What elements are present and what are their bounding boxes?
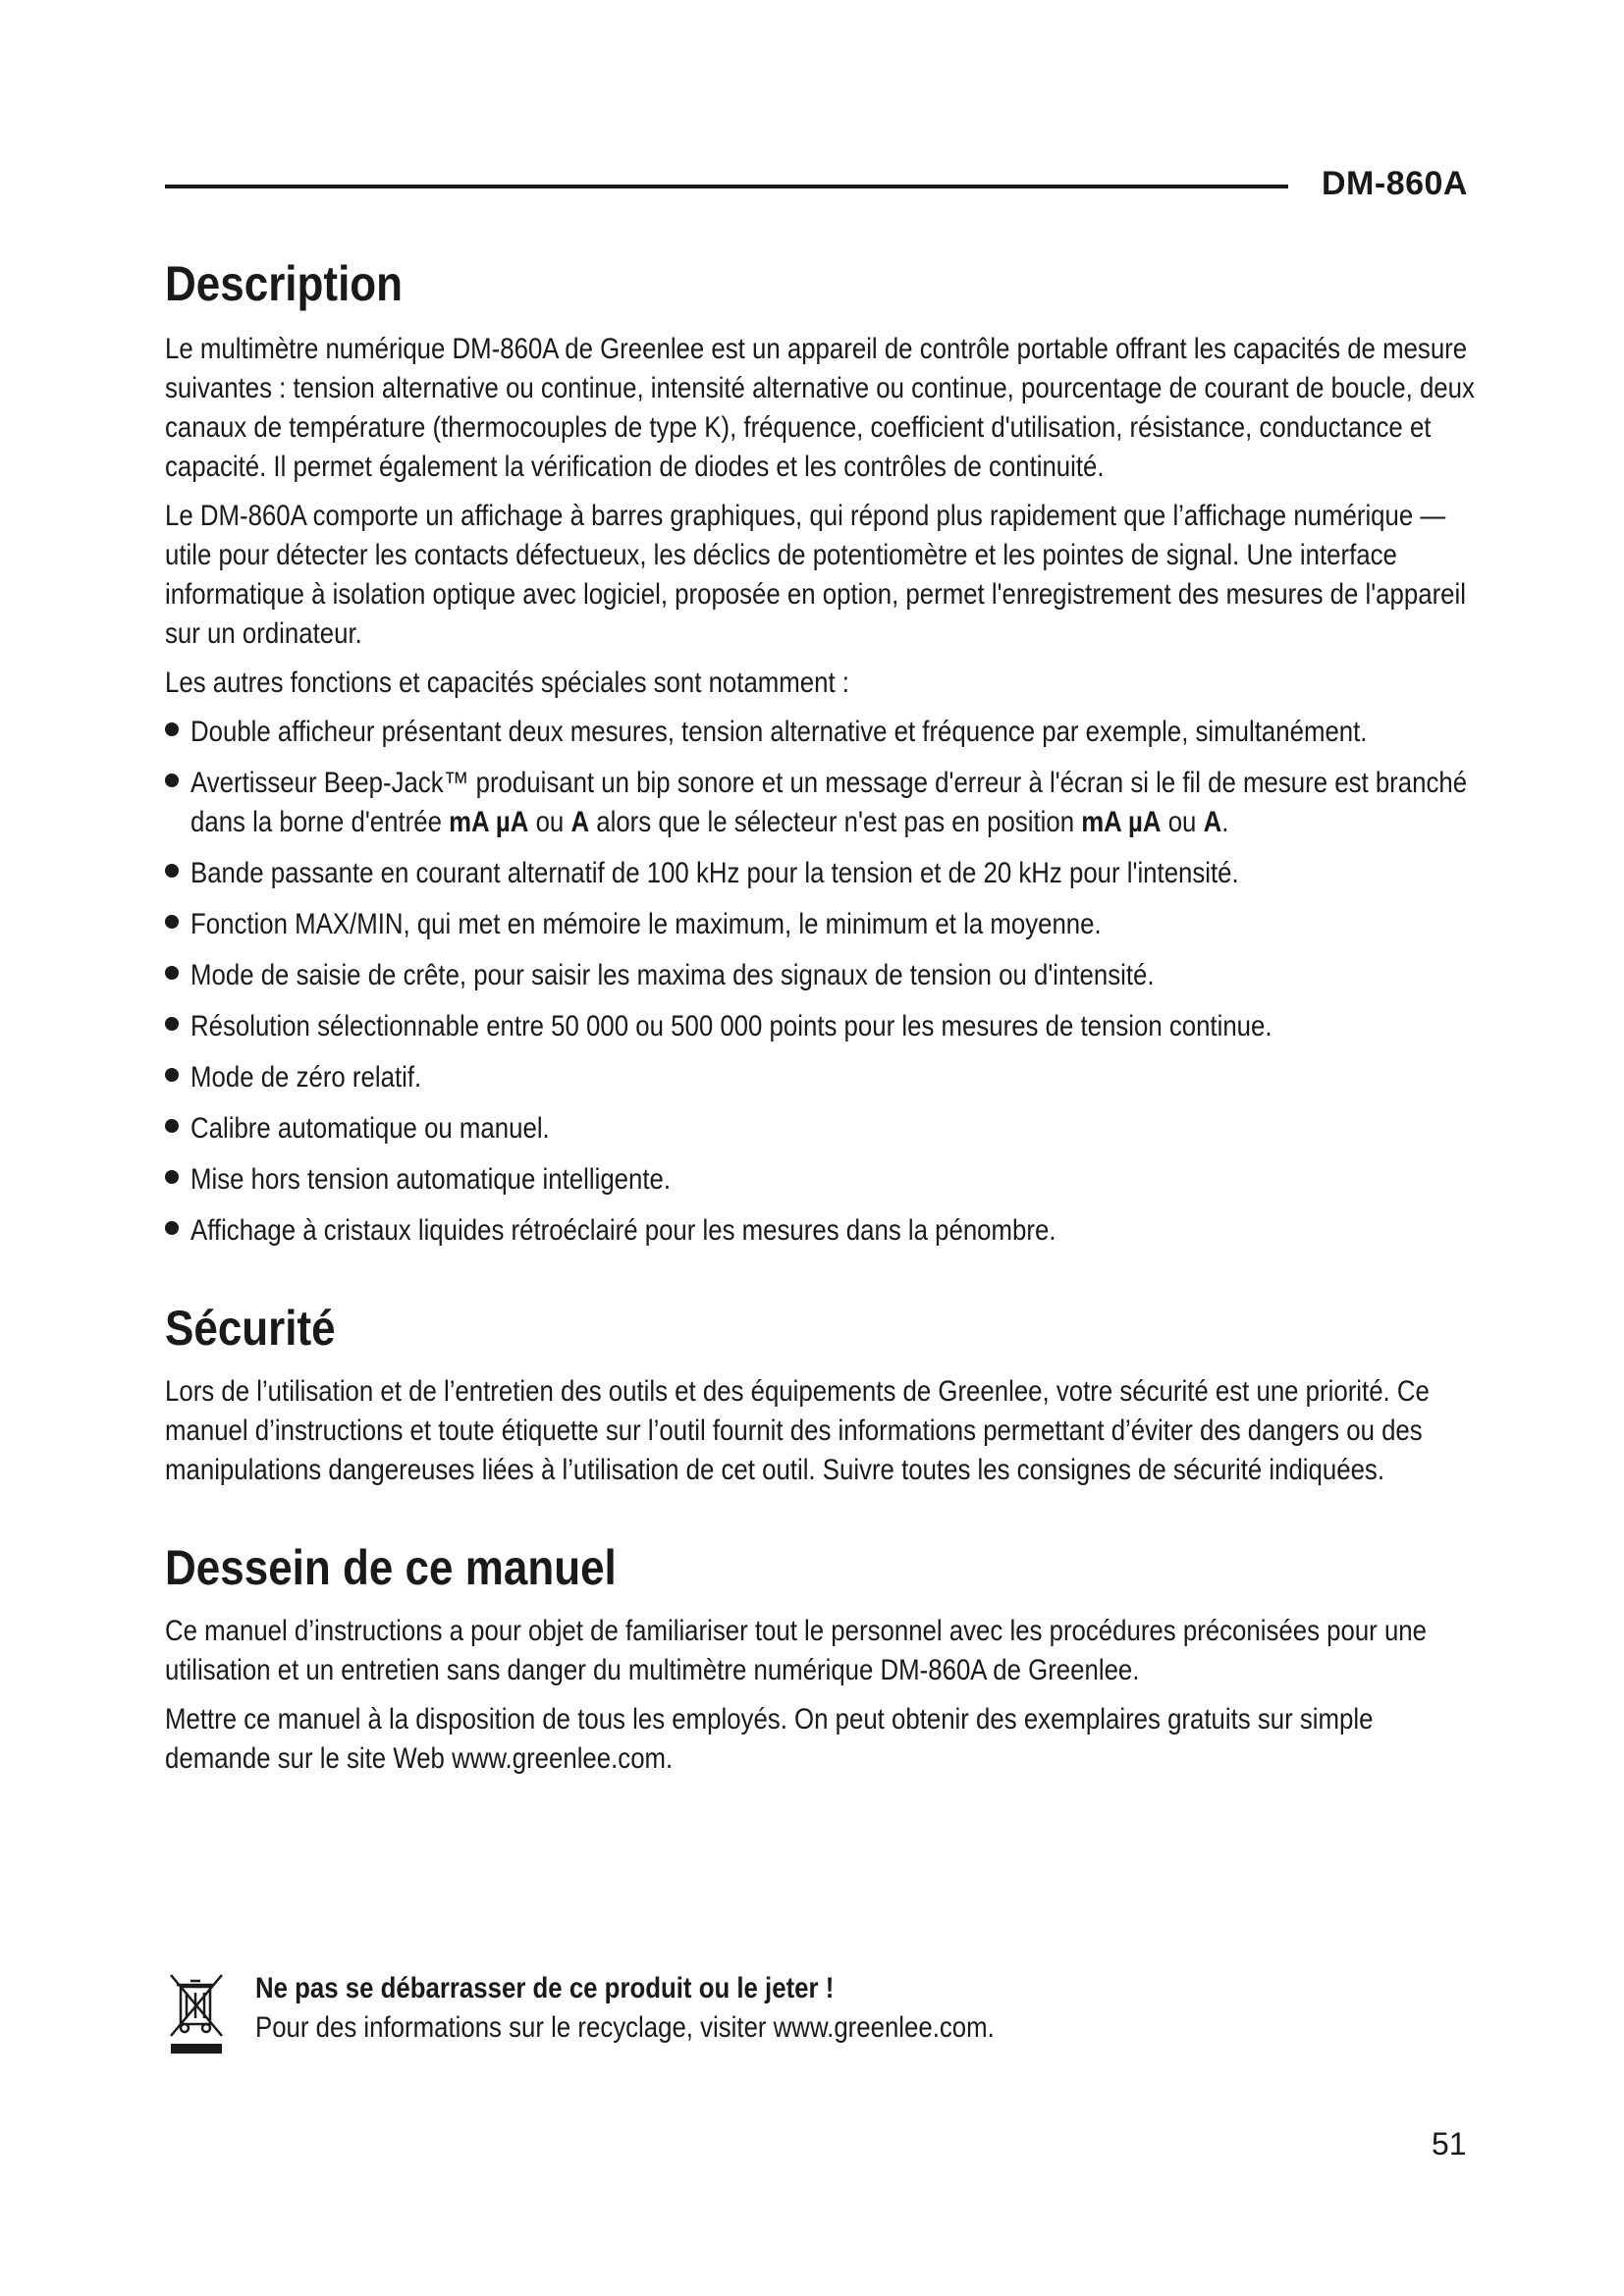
dessein-paragraph-1: Ce manuel d’instructions a pour objet de familiariser tout le personnel avec les procédures préconisées pour une utilisation et un entretien sans danger du multimètre numérique DM-860A de Greenlee. xyxy=(165,1615,1427,1686)
feature-text-beep-jack xyxy=(190,764,1481,842)
bullet-icon xyxy=(165,1017,179,1031)
feature-item xyxy=(165,1109,1481,1148)
description-paragraph-2: Le DM-860A comporte un affichage à barres graphiques, qui répond plus rapidement que l’affichage numérique — utile pour détecter les contacts défectueux, les déclics de potentiomètre et les pointes de signal. Une interface informatique à isolation optique avec logiciel, proposée en option, permet l'enregistrement des mesures de l'appareil sur un ordinateur. xyxy=(165,500,1466,650)
feature-item xyxy=(165,1211,1481,1251)
header-model-label: DM-860A xyxy=(1322,165,1468,202)
disposal-heading: Ne pas se débarrasser de ce produit ou le jeter ! xyxy=(255,1972,835,2004)
page-number: 51 xyxy=(1432,2126,1467,2162)
position-ma-ua: mA µA xyxy=(1081,806,1162,838)
disposal-body: Pour des informations sur le recyclage, visiter www.greenlee.com. xyxy=(255,2011,995,2044)
feature-text: Mode de saisie de crête, pour saisir les maxima des signaux de tension ou d'intensité. xyxy=(190,959,1155,991)
terminal-ma-ua: mA µA xyxy=(449,806,529,838)
beep-jack-text-2: alors que le sélecteur n'est pas en position xyxy=(589,806,1082,838)
bullet-icon xyxy=(165,915,179,929)
bullet-icon xyxy=(165,722,179,736)
securite-title: Sécurité xyxy=(165,1301,336,1356)
feature-text: Calibre automatique ou manuel. xyxy=(190,1112,550,1145)
feature-text: Bande passante en courant alternatif de 100 kHz pour la tension et de 20 kHz pour l'intensité. xyxy=(190,857,1239,889)
beep-jack-text-1: Avertisseur Beep-Jack™ produisant un bip sonore et un message d'erreur à l'écran si le fil de mesure est branché dans la borne d'entrée xyxy=(190,767,1468,838)
bullet-icon xyxy=(165,1221,179,1235)
bullet-icon xyxy=(165,966,179,980)
description-paragraph-1: Le multimètre numérique DM-860A de Greenlee est un appareil de contrôle portable offrant les capacités de mesure suivantes : tension alternative ou continue, intensité alternative ou continue, pourcentage de courant de boucle, deux canaux de température (thermocouples de type K), fréquence, coefficient d'utilisation, résistance, conductance et capacité. Il permet également la vérification de diodes et les contrôles de continuité. xyxy=(165,333,1475,483)
description-paragraph-3: Les autres fonctions et capacités spéciales sont notamment : xyxy=(165,667,849,699)
feature-text: Mise hors tension automatique intelligente. xyxy=(190,1163,672,1196)
feature-item xyxy=(165,854,1481,893)
securite-paragraph: Lors de l’utilisation et de l’entretien des outils et des équipements de Greenlee, votre sécurité est une priorité. Ce manuel d’instructions et toute étiquette sur l’outil fournit des informations permettant d’éviter des dangers ou des manipulations dangereuses liées à l’utilisation de cet outil. Suivre toutes les consignes de sécurité indiquées. xyxy=(165,1375,1430,1486)
feature-item xyxy=(165,905,1481,944)
dessein-title: Dessein de ce manuel xyxy=(165,1540,617,1595)
feature-text: Double afficheur présentant deux mesures, tension alternative et fréquence par exemple, simultanément. xyxy=(190,716,1368,748)
beep-jack-end: . xyxy=(1221,806,1229,838)
disposal-text xyxy=(255,1969,1114,2048)
feature-item xyxy=(165,1160,1481,1200)
beep-jack-or-2: ou xyxy=(1161,806,1204,838)
bullet-icon xyxy=(165,1068,179,1082)
position-a: A xyxy=(1203,806,1222,838)
feature-item xyxy=(165,956,1481,995)
feature-list xyxy=(165,713,1481,1251)
bullet-icon xyxy=(165,1119,179,1133)
crossed-out-wheelie-bin-icon xyxy=(165,1969,228,2057)
bullet-icon xyxy=(165,1170,179,1184)
feature-item xyxy=(165,1058,1481,1097)
feature-item-beep-jack xyxy=(165,764,1481,842)
feature-text: Affichage à cristaux liquides rétroéclairé pour les mesures dans la pénombre. xyxy=(190,1214,1056,1247)
dessein-paragraph-2: Mettre ce manuel à la disposition de tous les employés. On peut obtenir des exemplaires gratuits sur simple demande sur le site Web www.greenlee.com. xyxy=(165,1703,1374,1775)
feature-text: Fonction MAX/MIN, qui met en mémoire le maximum, le minimum et la moyenne. xyxy=(190,908,1102,940)
bullet-icon xyxy=(165,774,179,787)
header-rule xyxy=(165,185,1288,188)
description-title: Description xyxy=(165,256,404,311)
bullet-icon xyxy=(165,864,179,878)
disposal-notice xyxy=(165,1969,1343,2057)
feature-item xyxy=(165,1007,1481,1046)
feature-text: Mode de zéro relatif. xyxy=(190,1061,422,1094)
page-content xyxy=(165,255,1481,1789)
terminal-a: A xyxy=(570,806,590,838)
feature-text: Résolution sélectionnable entre 50 000 ou 500 000 points pour les mesures de tension continue. xyxy=(190,1010,1272,1042)
beep-jack-or-1: ou xyxy=(528,806,571,838)
feature-item xyxy=(165,713,1481,752)
